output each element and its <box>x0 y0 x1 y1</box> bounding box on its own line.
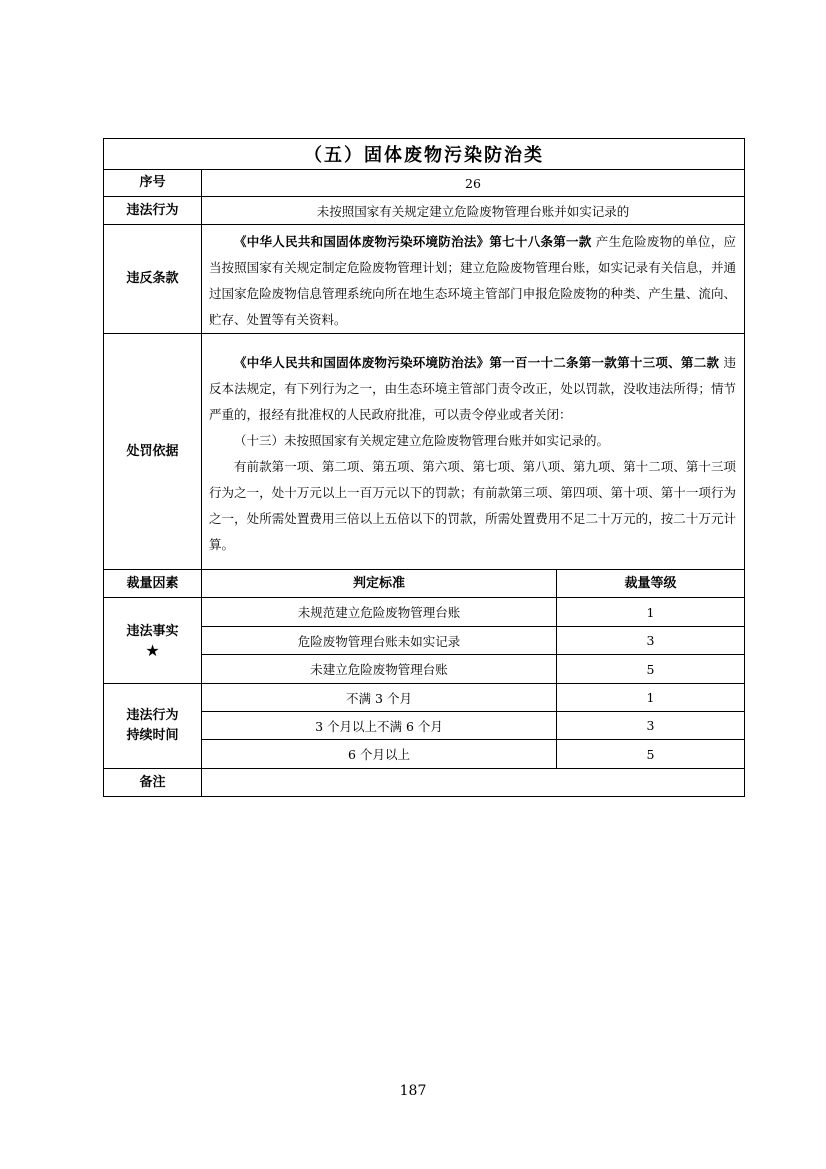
violation-value: 未按照国家有关规定建立危险废物管理台账并如实记录的 <box>202 197 745 225</box>
penalty-basis-label: 处罚依据 <box>104 334 202 570</box>
penalty-basis-text <box>202 334 745 570</box>
table-row: 危险废物管理台账未如实记录 <box>202 627 557 655</box>
duration-label <box>104 684 202 769</box>
remarks-value <box>202 769 745 797</box>
table-row: 3 个月以上不满 6 个月 <box>202 712 557 740</box>
level-header: 裁量等级 <box>557 570 745 598</box>
penalty-basis-p1: 违反本法规定，有下列行为之一，由生态环境主管部门责令改正，处以罚款，没收违法所得；情节严重的，报经有批准权的人民政府批准，可以责令停业或者关闭： <box>209 354 737 422</box>
remarks-label: 备注 <box>104 769 202 797</box>
violated-clause-label: 违反条款 <box>104 225 202 334</box>
table-row: 未建立危险废物管理台账 <box>202 655 557 684</box>
page-number: 187 <box>399 1083 427 1099</box>
violated-clause-body: 产生危险废物的单位，应当按照国家有关规定制定危险废物管理计划；建立危险废物管理台账，如实记录有关信息，并通过国家危险废物信息管理系统向所在地生态环境主管部门申报危险废物的种类、产生量、流向、贮存、处置等有关资料。 <box>209 234 737 327</box>
table-row-level: 1 <box>557 684 745 712</box>
serial-label: 序号 <box>104 170 202 197</box>
penalty-basis-law-ref: 《中华人民共和国固体废物污染环境防治法》第一百一十二条第一款第十三项、第二款 <box>234 354 720 370</box>
table-row: 不满 3 个月 <box>202 684 557 712</box>
star-icon: ★ <box>145 640 160 660</box>
serial-value: 26 <box>202 170 745 197</box>
table-row-level: 5 <box>557 655 745 684</box>
discretion-label: 裁量因素 <box>104 570 202 598</box>
table-row-level: 5 <box>557 740 745 769</box>
penalty-basis-p2: （十三）未按照国家有关规定建立危险废物管理台账并如实记录的。 <box>234 432 610 448</box>
facts-label <box>104 598 202 684</box>
duration-label-line1: 违法行为 <box>126 708 179 723</box>
table-row-level: 1 <box>557 598 745 627</box>
penalty-basis-p3: 有前款第一项、第二项、第五项、第六项、第七项、第八项、第九项、第十二项、第十三项行为之一，处十万元以上一百万元以下的罚款；有前款第三项、第四项、第十项、第十一项行为之一，处所需处置费用三倍以上五倍以下的罚款，所需处置费用不足二十万元的，按二十万元计算。 <box>209 458 737 552</box>
criteria-header: 判定标准 <box>202 570 557 598</box>
table-row: 未规范建立危险废物管理台账 <box>202 598 557 627</box>
violated-clause-law-ref: 《中华人民共和国固体废物污染环境防治法》第七十八条第一款 <box>234 234 592 249</box>
violation-label: 违法行为 <box>104 197 202 225</box>
table-row: 6 个月以上 <box>202 740 557 769</box>
violated-clause-text <box>202 225 745 334</box>
table-title: （五）固体废物污染防治类 <box>104 139 745 170</box>
facts-label-text: 违法事实 <box>126 623 179 639</box>
table-row-level: 3 <box>557 712 745 740</box>
table-row-level: 3 <box>557 627 745 655</box>
penalty-table <box>103 138 745 797</box>
duration-label-line2: 持续时间 <box>126 728 179 743</box>
